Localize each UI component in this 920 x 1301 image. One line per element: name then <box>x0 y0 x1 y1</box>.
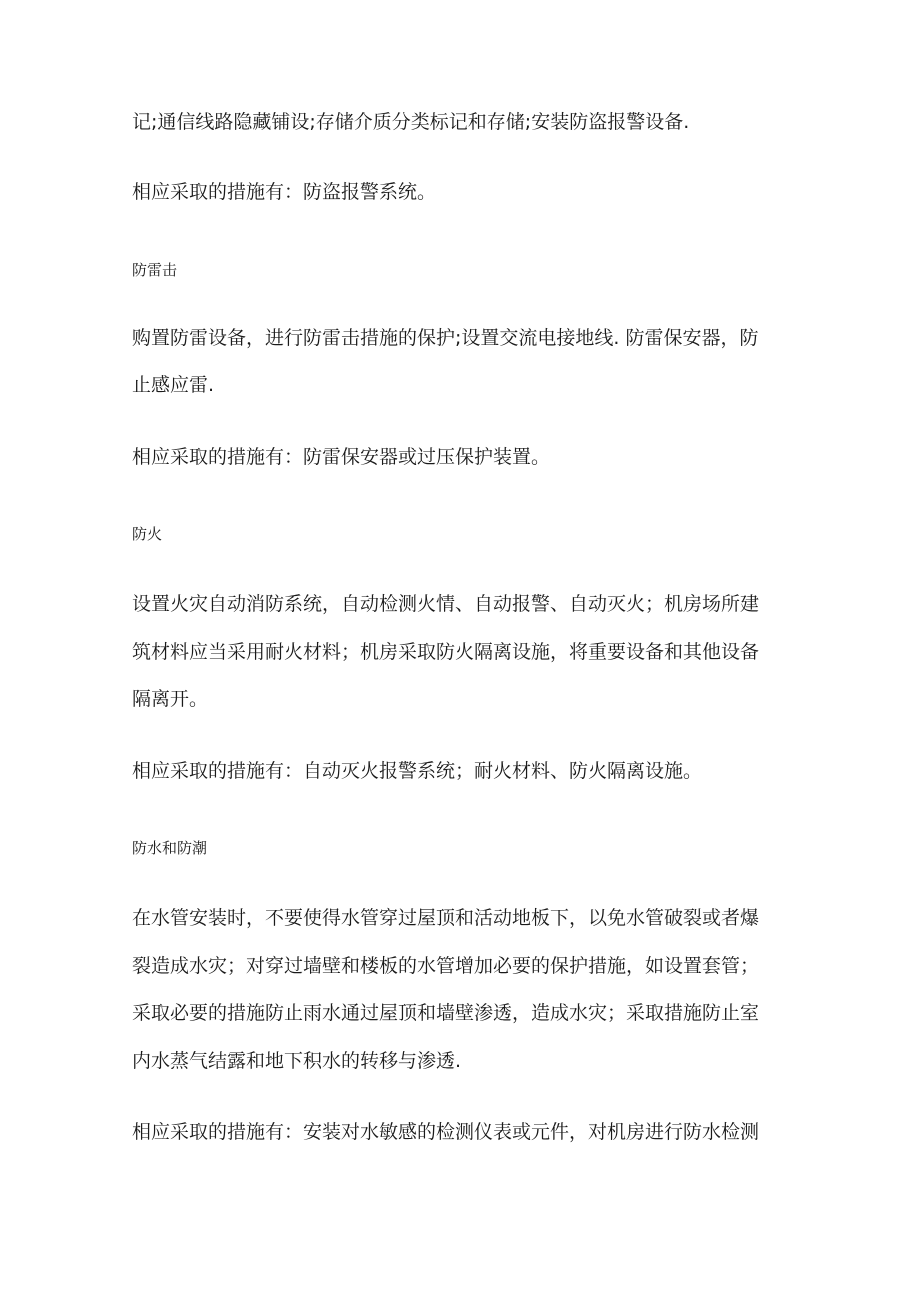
paragraph-line: 止感应雷. <box>132 374 215 396</box>
paragraph-line: 筑材料应当采用耐火材料；机房采取防火隔离设施，将重要设备和其他设备 <box>132 641 760 663</box>
paragraph-line: 采取必要的措施防止雨水通过屋顶和墙壁渗透，造成水灾；采取措施防止室 <box>132 1002 760 1024</box>
paragraph-line: 记;通信线路隐藏铺设;存储介质分类标记和存储;安装防盗报警设备. <box>132 111 690 133</box>
section-heading-lightning: 防雷击 <box>132 261 178 279</box>
paragraph-line: 在水管安装时，不要使得水管穿过屋顶和活动地板下，以免水管破裂或者爆 <box>132 907 760 929</box>
paragraph-line: 设置火灾自动消防系统，自动检测火情、自动报警、自动灭火；机房场所建 <box>132 593 760 615</box>
paragraph-line: 内水蒸气结露和地下积水的转移与渗透. <box>132 1050 462 1072</box>
paragraph-line: 购置防雷设备，进行防雷击措施的保护;设置交流电接地线. 防雷保安器，防 <box>132 327 759 349</box>
paragraph-line: 隔离开。 <box>132 688 209 710</box>
paragraph-line: 相应采取的措施有：安装对水敏感的检测仪表或元件，对机房进行防水检测 <box>132 1121 760 1143</box>
section-heading-fire: 防火 <box>132 525 163 543</box>
section-heading-water: 防水和防潮 <box>132 839 208 857</box>
paragraph-line: 相应采取的措施有：防雷保安器或过压保护装置。 <box>132 446 551 468</box>
paragraph-line: 相应采取的措施有：自动灭火报警系统；耐火材料、防火隔离设施。 <box>132 760 703 782</box>
paragraph-line: 相应采取的措施有：防盗报警系统。 <box>132 181 437 203</box>
paragraph-line: 裂造成水灾；对穿过墙壁和楼板的水管增加必要的保护措施，如设置套管； <box>132 955 760 977</box>
